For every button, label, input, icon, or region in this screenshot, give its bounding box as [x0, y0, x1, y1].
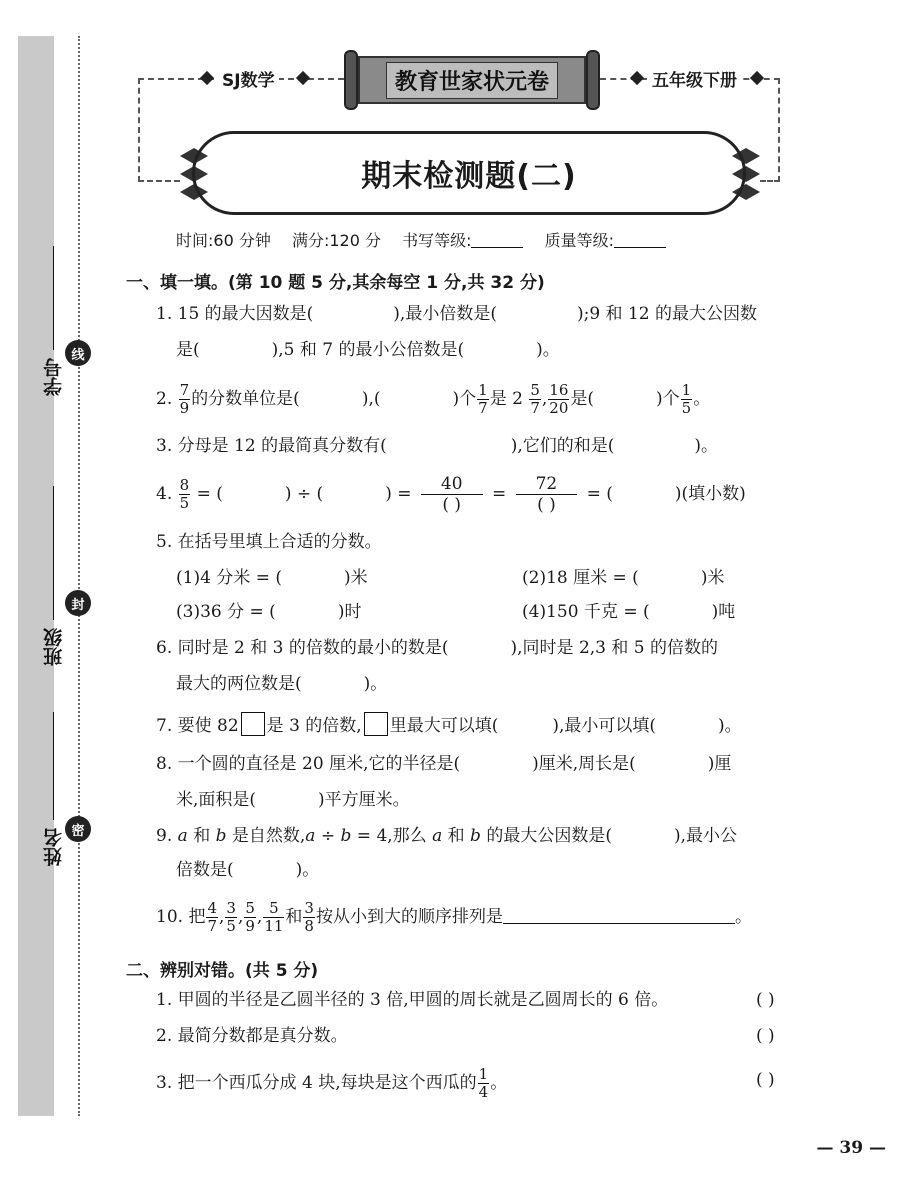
- question-8-line1: 8. 一个圆的直径是 20 厘米,它的半径是( )厘米,周长是( )厘: [156, 754, 732, 774]
- diamond-icon: [200, 71, 214, 85]
- fraction: $\frac{4}{7}$: [207, 899, 217, 935]
- fraction: $\frac{1}{4}$: [478, 1065, 489, 1101]
- question-10: 10. 把 $\frac{4}{7}$ , $\frac{3}{5}$ , $\frac{5}{9}$ , $\frac{5}{11}$ 和 $\frac{3}{8}$ 按从小到大的顺序排列是 。: [156, 899, 752, 935]
- question-4: 4. $\frac{8}{5}$ = ( ) ÷ ( ) = 40 ( ) = 72 ( ) = ( )(填小数): [156, 474, 746, 515]
- name-line: [53, 712, 54, 820]
- seal-mi: 密: [65, 816, 91, 842]
- info-quality: 质量等级:: [545, 231, 666, 250]
- question-6-line2: 最大的两位数是( )。: [176, 674, 388, 694]
- scroll-roll-right: [586, 50, 600, 110]
- fraction: $\frac{1}{7}$: [478, 381, 488, 417]
- name-label: 姓名: [43, 828, 65, 866]
- header-vdash-left: [138, 78, 140, 182]
- judge-3-paren: ( ): [756, 1070, 775, 1090]
- exam-title-banner: [192, 131, 746, 215]
- header-dash-left-low: [138, 180, 180, 182]
- question-8-line2: 米,面积是( )平方厘米。: [176, 790, 410, 810]
- binding-strip: [18, 36, 65, 1116]
- judge-3: 3. 把一个西瓜分成 4 块,每块是这个西瓜的 $\frac{1}{4}$ 。: [156, 1065, 508, 1101]
- question-7: 7. 要使 82 是 3 的倍数, 里最大可以填( ),最小可以填( )。: [156, 712, 742, 738]
- seal-feng: 封: [65, 590, 91, 616]
- fraction: 72 ( ): [516, 474, 578, 515]
- question-5-1: (1)4 分米 = ( )米: [176, 568, 368, 588]
- fraction: $\frac{1}{5}$: [681, 381, 692, 417]
- judge-1: 1. 甲圆的半径是乙圆半径的 3 倍,甲圆的周长就是乙圆周长的 6 倍。: [156, 990, 669, 1010]
- cut-line: [78, 36, 80, 1116]
- scroll-roll-left: [344, 50, 358, 110]
- question-6-line1: 6. 同时是 2 和 3 的倍数的最小的数是( ),同时是 2,3 和 5 的倍数的: [156, 638, 719, 658]
- info-writing: 书写等级:: [402, 231, 523, 250]
- question-9-line1: 9. a 和 b 是自然数,a ÷ b = 4,那么 a 和 b 的最大公因数是( ),最小公: [156, 826, 738, 846]
- question-5-2: (2)18 厘米 = ( )米: [522, 568, 725, 588]
- header-vdash-right: [778, 78, 780, 182]
- fraction: $\frac{5}{11}$: [264, 899, 284, 935]
- info-full-score: 满分:120 分: [291, 231, 381, 250]
- exam-title: 期末检测题(二): [361, 159, 577, 194]
- fraction: $\frac{5}{9}$: [245, 899, 255, 935]
- diamond-icon: [750, 71, 764, 85]
- question-5-4: (4)150 千克 = ( )吨: [522, 602, 736, 622]
- diamond-icon: [630, 71, 644, 85]
- student-number-label: 学号: [43, 358, 65, 396]
- question-1-line1: 1. 15 的最大因数是( ),最小倍数是( );9 和 12 的最大公因数: [156, 304, 757, 324]
- judge-2-paren: ( ): [756, 1026, 775, 1046]
- scroll-body: [358, 56, 586, 104]
- class-line: [53, 486, 54, 620]
- grade-tag: 五年级下册: [648, 66, 741, 91]
- title-scroll: [344, 50, 600, 110]
- diamond-icon: [296, 71, 310, 85]
- header-dash-right-low: [760, 180, 780, 182]
- class-label: 班级: [43, 628, 65, 666]
- question-5-3: (3)36 分 = ( )时: [176, 602, 362, 622]
- fraction: 40 ( ): [421, 474, 483, 515]
- scroll-title: 教育世家状元卷: [386, 62, 558, 99]
- question-9-line2: 倍数是( )。: [176, 860, 320, 880]
- seal-xian: 线: [65, 340, 91, 366]
- student-number-line: [53, 246, 54, 350]
- subject-tag: SJ数学: [218, 66, 279, 91]
- page-number: — 39 —: [816, 1138, 886, 1158]
- section-2-title: 二、辨别对错。(共 5 分): [126, 961, 319, 981]
- fraction: $\frac{3}{8}$: [304, 899, 314, 935]
- exam-info: [176, 228, 682, 251]
- section-1-title: 一、填一填。(第 10 题 5 分,其余每空 1 分,共 32 分): [126, 273, 545, 293]
- info-time: 时间:60 分钟: [176, 231, 271, 250]
- fraction: $\frac{8}{5}$: [179, 476, 190, 512]
- question-2: 2. $\frac{7}{9}$ 的分数单位是( ),( )个 $\frac{1}{7}$ 是 2 $\frac{5}{7}$ , $\frac{16}{20}$ 是( )个 $\frac{1}{5}$ 。: [156, 381, 711, 417]
- fraction: $\frac{3}{5}$: [226, 899, 236, 935]
- judge-2: 2. 最简分数都是真分数。: [156, 1026, 348, 1046]
- question-1-line2: 是( ),5 和 7 的最小公倍数是( )。: [176, 340, 560, 360]
- answer-line: [503, 905, 735, 924]
- fraction: $\frac{16}{20}$: [549, 381, 569, 417]
- fraction: $\frac{5}{7}$: [530, 381, 540, 417]
- digit-box: [364, 712, 388, 736]
- question-3: 3. 分母是 12 的最简真分数有( ),它们的和是( )。: [156, 436, 719, 456]
- question-5: 5. 在括号里填上合适的分数。: [156, 532, 382, 552]
- fraction: $\frac{7}{9}$: [179, 381, 190, 417]
- digit-box: [241, 712, 265, 736]
- judge-1-paren: ( ): [756, 990, 775, 1010]
